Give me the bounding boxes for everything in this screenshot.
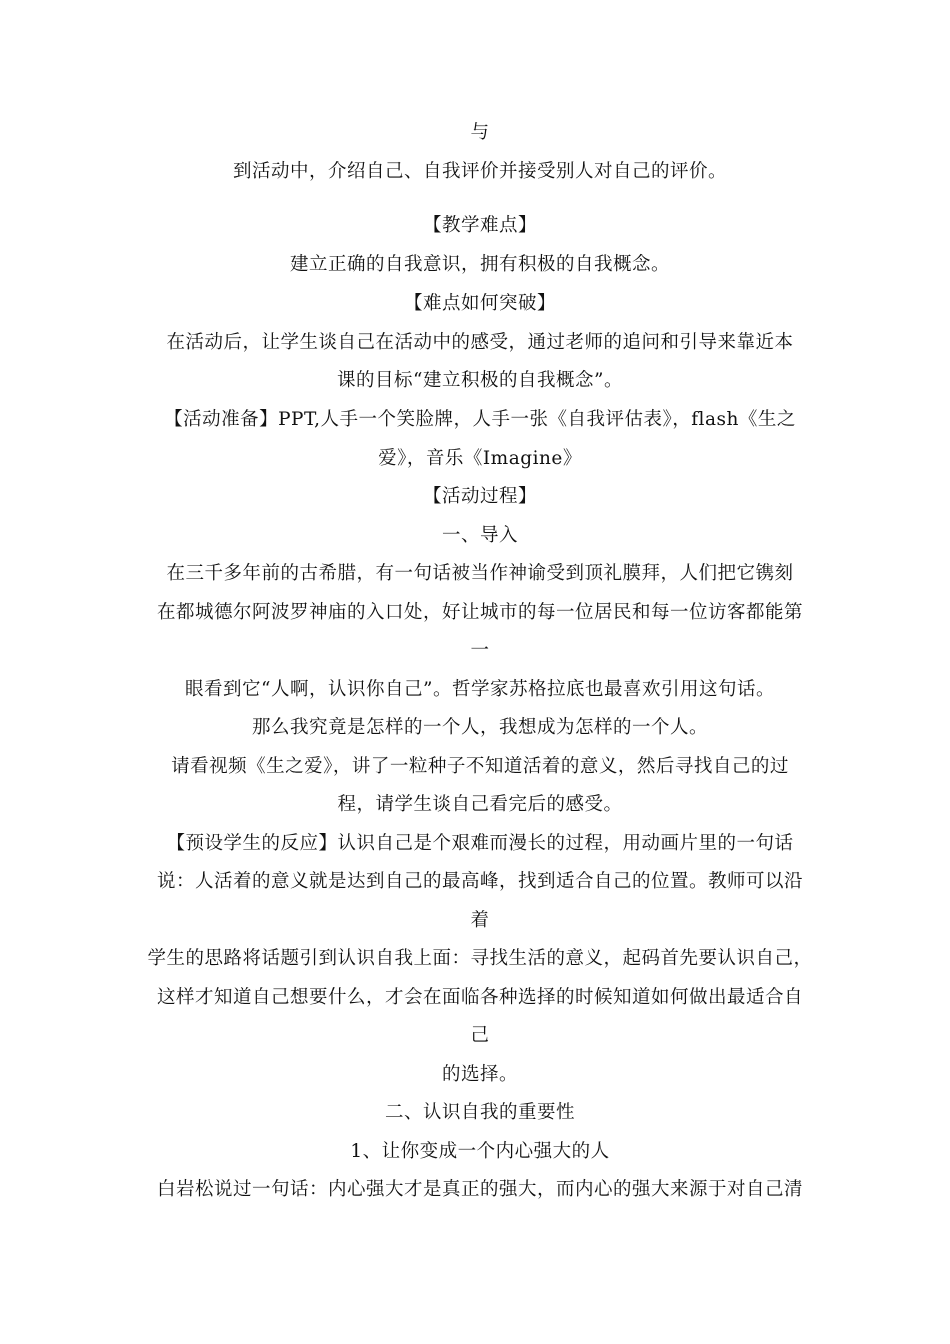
text-line: 一 [470, 640, 490, 661]
text-line: 建立正确的自我意识，拥有积极的自我概念。 [289, 254, 670, 275]
section-heading: 【教学难点】 [422, 215, 537, 236]
text-line: 着 [470, 910, 490, 931]
text-line: 【预设学生的反应】认识自己是个艰难而漫长的过程，用动画片里的一句话 [166, 833, 794, 854]
text-line: 己 [470, 1025, 490, 1046]
subsection-heading: 二、认识自我的重要性 [384, 1102, 575, 1123]
text-line: 请看视频《生之爱》，讲了一粒种子不知道活着的意义，然后寻找自己的过 [171, 756, 789, 777]
section-heading: 【难点如何突破】 [403, 293, 556, 314]
text-line: 那么我究竟是怎样的一个人，我想成为怎样的一个人。 [251, 717, 708, 738]
text-line: 课的目标“建立积极的自我概念”。 [337, 370, 623, 391]
text-line: 在活动后，让学生谈自己在活动中的感受，通过老师的追问和引导来靠近本 [166, 332, 794, 353]
text-line: 学生的思路将话题引到认识自我上面：寻找生活的意义，起码首先要认识自己， [147, 948, 813, 969]
text-line: 爱》，音乐《Imagine》 [378, 448, 582, 469]
subsection-heading: 1、让你变成一个内心强大的人 [350, 1141, 610, 1162]
text-line: 在三千多年前的古希腊，有一句话被当作神谕受到顶礼膜拜，人们把它镌刻 [166, 563, 794, 584]
text-line: 到活动中，介绍自己、自我评价并接受别人对自己的评价。 [232, 161, 727, 182]
text-line: 这样才知道自己想要什么，才会在面临各种选择的时候知道如何做出最适合自 [156, 987, 803, 1008]
text-line: 的选择。 [441, 1064, 518, 1085]
text-line: 程，请学生谈自己看完后的感受。 [337, 794, 623, 815]
subsection-heading: 一、导入 [441, 525, 518, 546]
text-line: 白岩松说过一句话：内心强大才是真正的强大，而内心的强大来源于对自己清 [156, 1179, 803, 1200]
text-line: 【活动准备】PPT,人手一个笑脸牌，人手一张《自我评估表》，flash《生之 [164, 409, 796, 430]
section-heading: 【活动过程】 [422, 486, 537, 507]
text-line: 眼看到它“人啊，认识你自己”。哲学家苏格拉底也最喜欢引用这句话。 [185, 679, 775, 700]
text-line: 在都城德尔阿波罗神庙的入口处，好让城市的每一位居民和每一位访客都能第 [156, 602, 803, 623]
text-line: 与 [470, 122, 490, 143]
text-line: 说：人活着的意义就是达到自己的最高峰，找到适合自己的位置。教师可以沿 [156, 871, 803, 892]
